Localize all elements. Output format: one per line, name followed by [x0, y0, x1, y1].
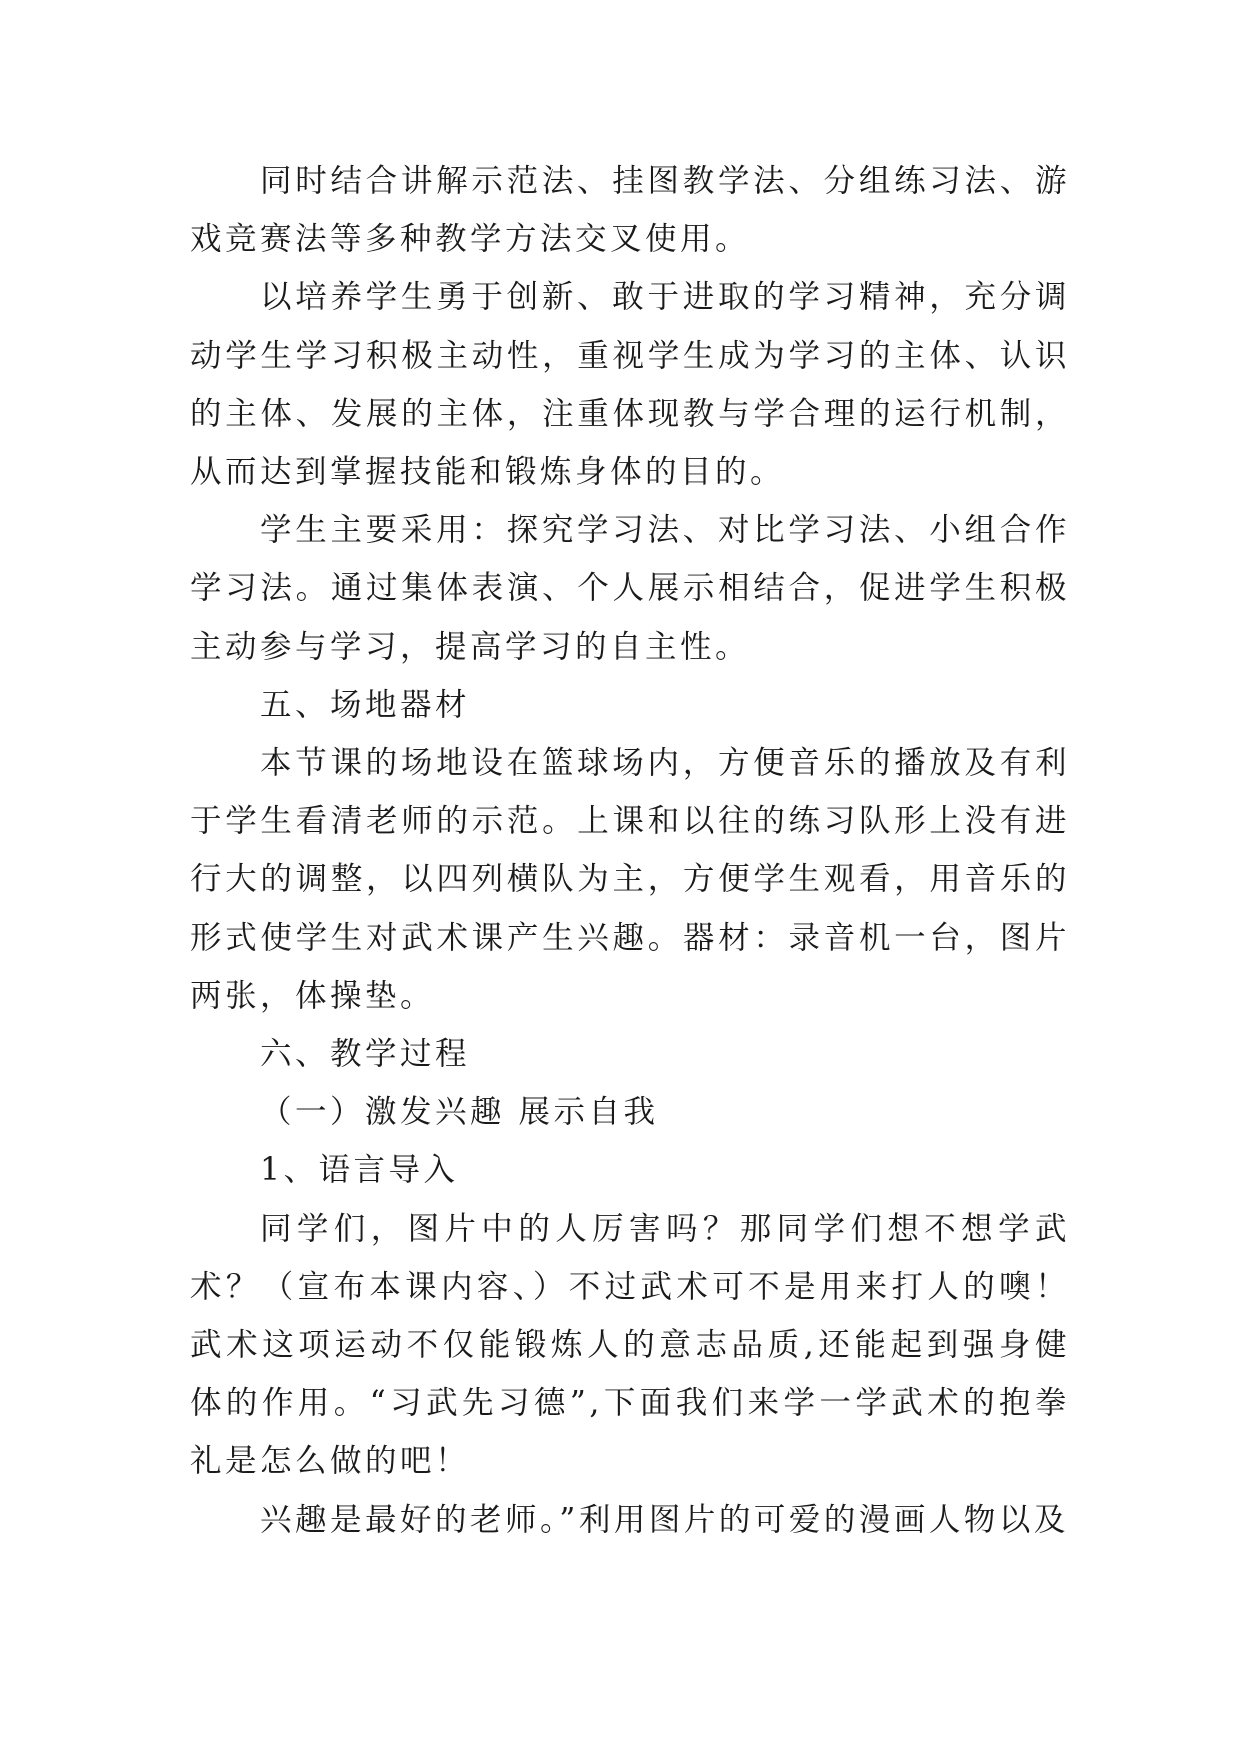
- paragraph-intro-speech: 同学们，图片中的人厉害吗？那同学们想不想学武术？（宣布本课内容、）不过武术可不是用来打人的噢！武术这项运动不仅能锻炼人的意志品质,还能起到强身健体的作用。“习武先习德”,下面我们来学一学武术的抱拳礼是怎么做的吧！: [190, 1210, 1070, 1480]
- paragraph-interest-teacher: 兴趣是最好的老师。”利用图片的可爱的漫画人物以及: [260, 1501, 1069, 1538]
- paragraph-student-methods: 学生主要采用：探究学习法、对比学习法、小组合作学习法。通过集体表演、个人展示相结合，促进学生积极主动参与学习，提高学习的自主性。: [190, 512, 1070, 665]
- paragraph-teaching-methods: 同时结合讲解示范法、挂图教学法、分组练习法、游戏竞赛法等多种教学方法交叉使用。: [190, 163, 1070, 258]
- item-heading-language-intro: 1、语言导入: [260, 1152, 459, 1189]
- paragraph-cultivation-goals: 以培养学生勇于创新、敢于进取的学习精神，充分调动学生学习积极主动性，重视学生成为学习的主体、认识的主体、发展的主体，注重体现教与学合理的运行机制，从而达到掌握技能和锻炼身体的目的。: [190, 279, 1070, 491]
- paragraph-venue-description: 本节课的场地设在篮球场内，方便音乐的播放及有利于学生看清老师的示范。上课和以往的练习队形上没有进行大的调整，以四列横队为主，方便学生观看，用音乐的形式使学生对武术课产生兴趣。器材：录音机一台，图片两张，体操垫。: [190, 745, 1070, 1014]
- section-heading-venue-equipment: 五、场地器材: [260, 686, 471, 723]
- subsection-heading-interest: （一）激发兴趣 展示自我: [260, 1094, 659, 1131]
- section-heading-teaching-process: 六、教学过程: [260, 1036, 471, 1073]
- document-body: [190, 152, 1070, 1549]
